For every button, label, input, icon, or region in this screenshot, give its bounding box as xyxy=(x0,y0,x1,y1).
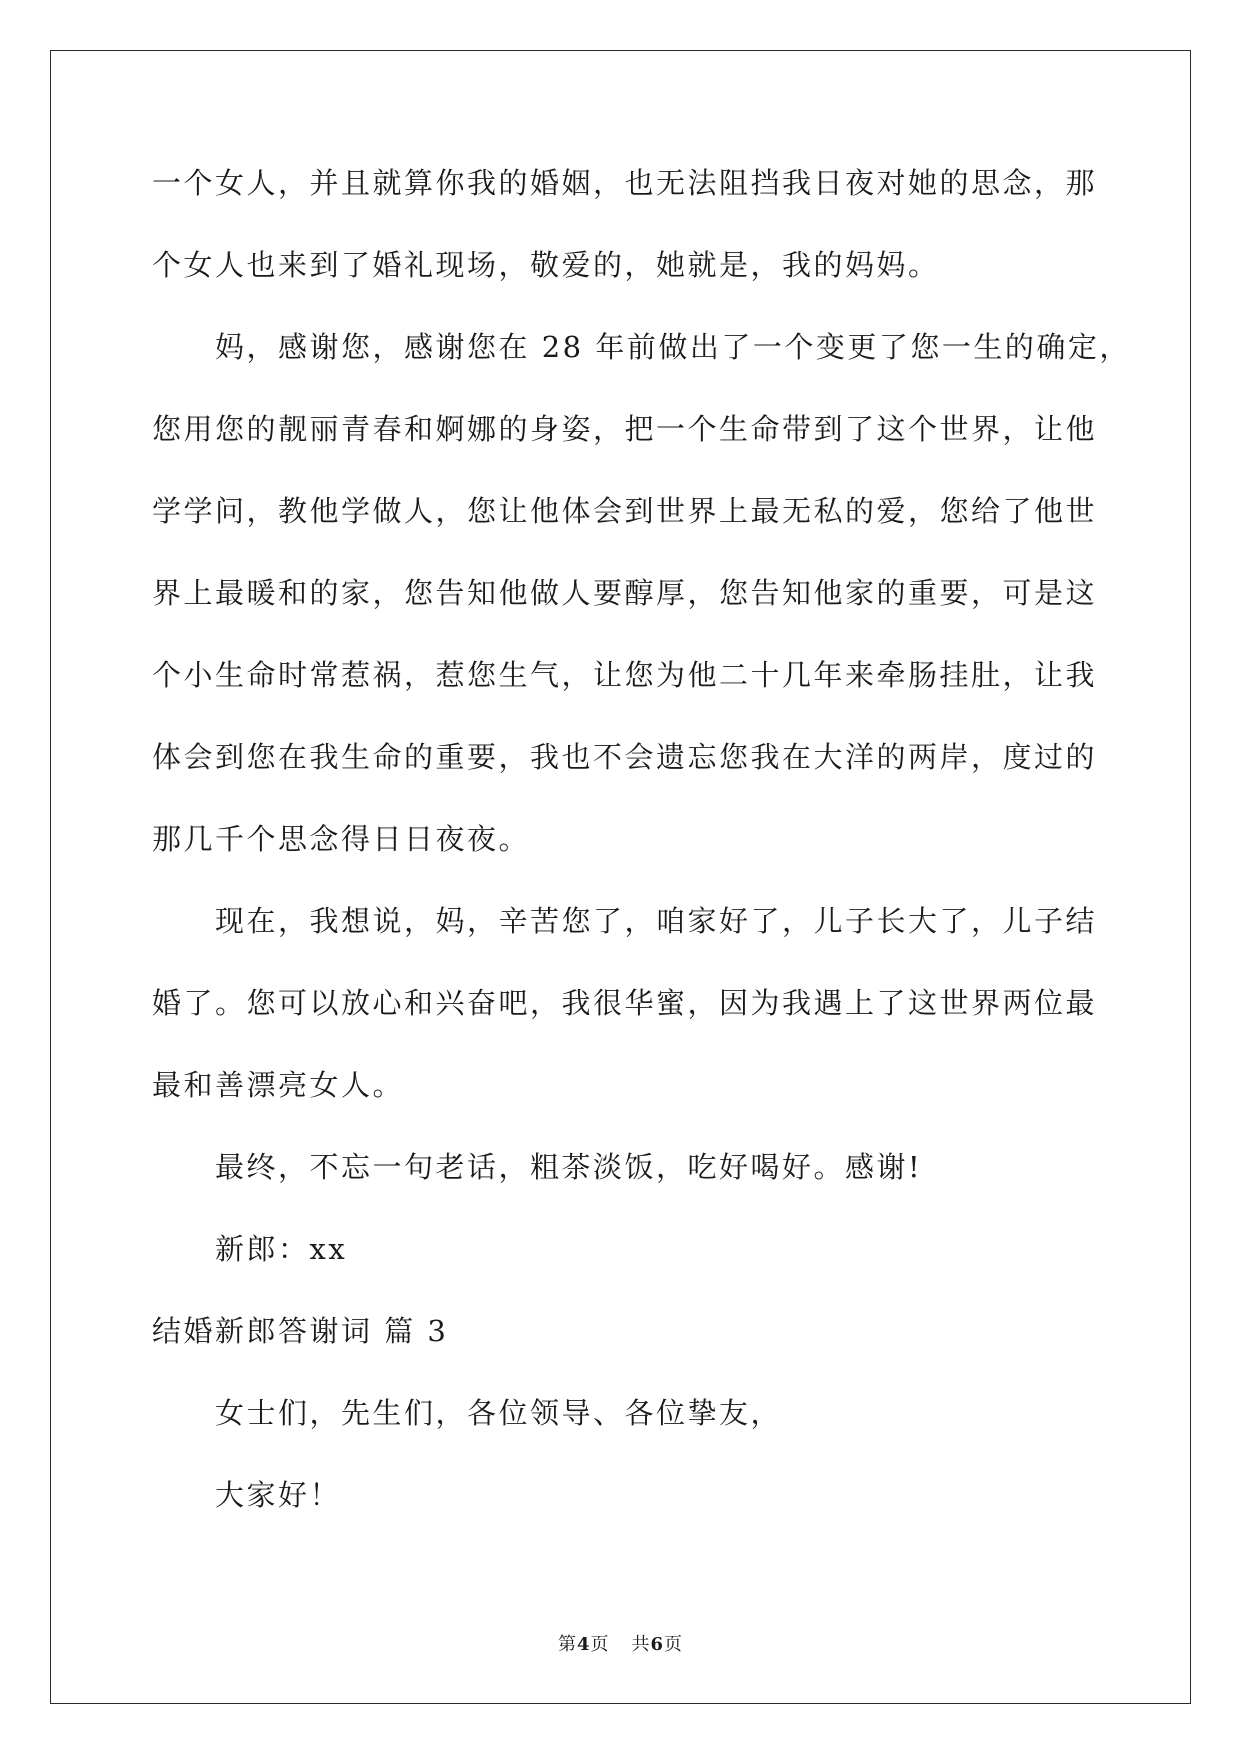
text-line-6: 界上最暖和的家，您告知他做人要醇厚，您告知他家的重要，可是这 xyxy=(152,576,1098,610)
text-line-hello: 大家好！ xyxy=(215,1478,342,1512)
total-pages-number: 6 xyxy=(650,1634,665,1655)
page-suffix: 页 xyxy=(590,1634,610,1655)
text-line-11: 婚了。您可以放心和兴奋吧，我很华蜜，因为我遇上了这世界两位最 xyxy=(152,986,1098,1020)
text-line-3: 妈，感谢您，感谢您在 28 年前做出了一个变更了您一生的确定， xyxy=(215,330,1131,364)
text-line-1: 一个女人，并且就算你我的婚姻，也无法阻挡我日夜对她的思念，那 xyxy=(152,166,1098,200)
text-line-2: 个女人也来到了婚礼现场，敬爱的，她就是，我的妈妈。 xyxy=(152,248,940,282)
section-heading: 结婚新郎答谢词 篇 3 xyxy=(152,1314,449,1348)
text-line-13: 最终，不忘一句老话，粗茶淡饭，吃好喝好。感谢! xyxy=(215,1150,923,1184)
total-prefix: 共 xyxy=(631,1634,651,1655)
text-line-8: 体会到您在我生命的重要，我也不会遗忘您我在大洋的两岸，度过的 xyxy=(152,740,1098,774)
page-footer xyxy=(0,1630,1241,1656)
page-prefix: 第 xyxy=(557,1634,577,1655)
current-page-number: 4 xyxy=(576,1634,591,1655)
text-line-12: 最和善漂亮女人。 xyxy=(152,1068,405,1102)
text-line-10: 现在，我想说，妈，辛苦您了，咱家好了，儿子长大了，儿子结 xyxy=(215,904,1098,938)
document-body xyxy=(152,164,1131,1558)
text-line-4: 您用您的靓丽青春和婀娜的身姿，把一个生命带到了这个世界，让他 xyxy=(152,412,1098,446)
total-suffix: 页 xyxy=(664,1634,684,1655)
text-line-7: 个小生命时常惹祸，惹您生气，让您为他二十几年来牵肠挂肚，让我 xyxy=(152,658,1098,692)
text-line-greeting: 女士们，先生们，各位领导、各位挚友， xyxy=(215,1396,783,1430)
text-line-5: 学学问，教他学做人，您让他体会到世界上最无私的爱，您给了他世 xyxy=(152,494,1098,528)
text-line-9: 那几千个思念得日日夜夜。 xyxy=(152,822,531,856)
signature-line: 新郎：xx xyxy=(215,1232,348,1266)
